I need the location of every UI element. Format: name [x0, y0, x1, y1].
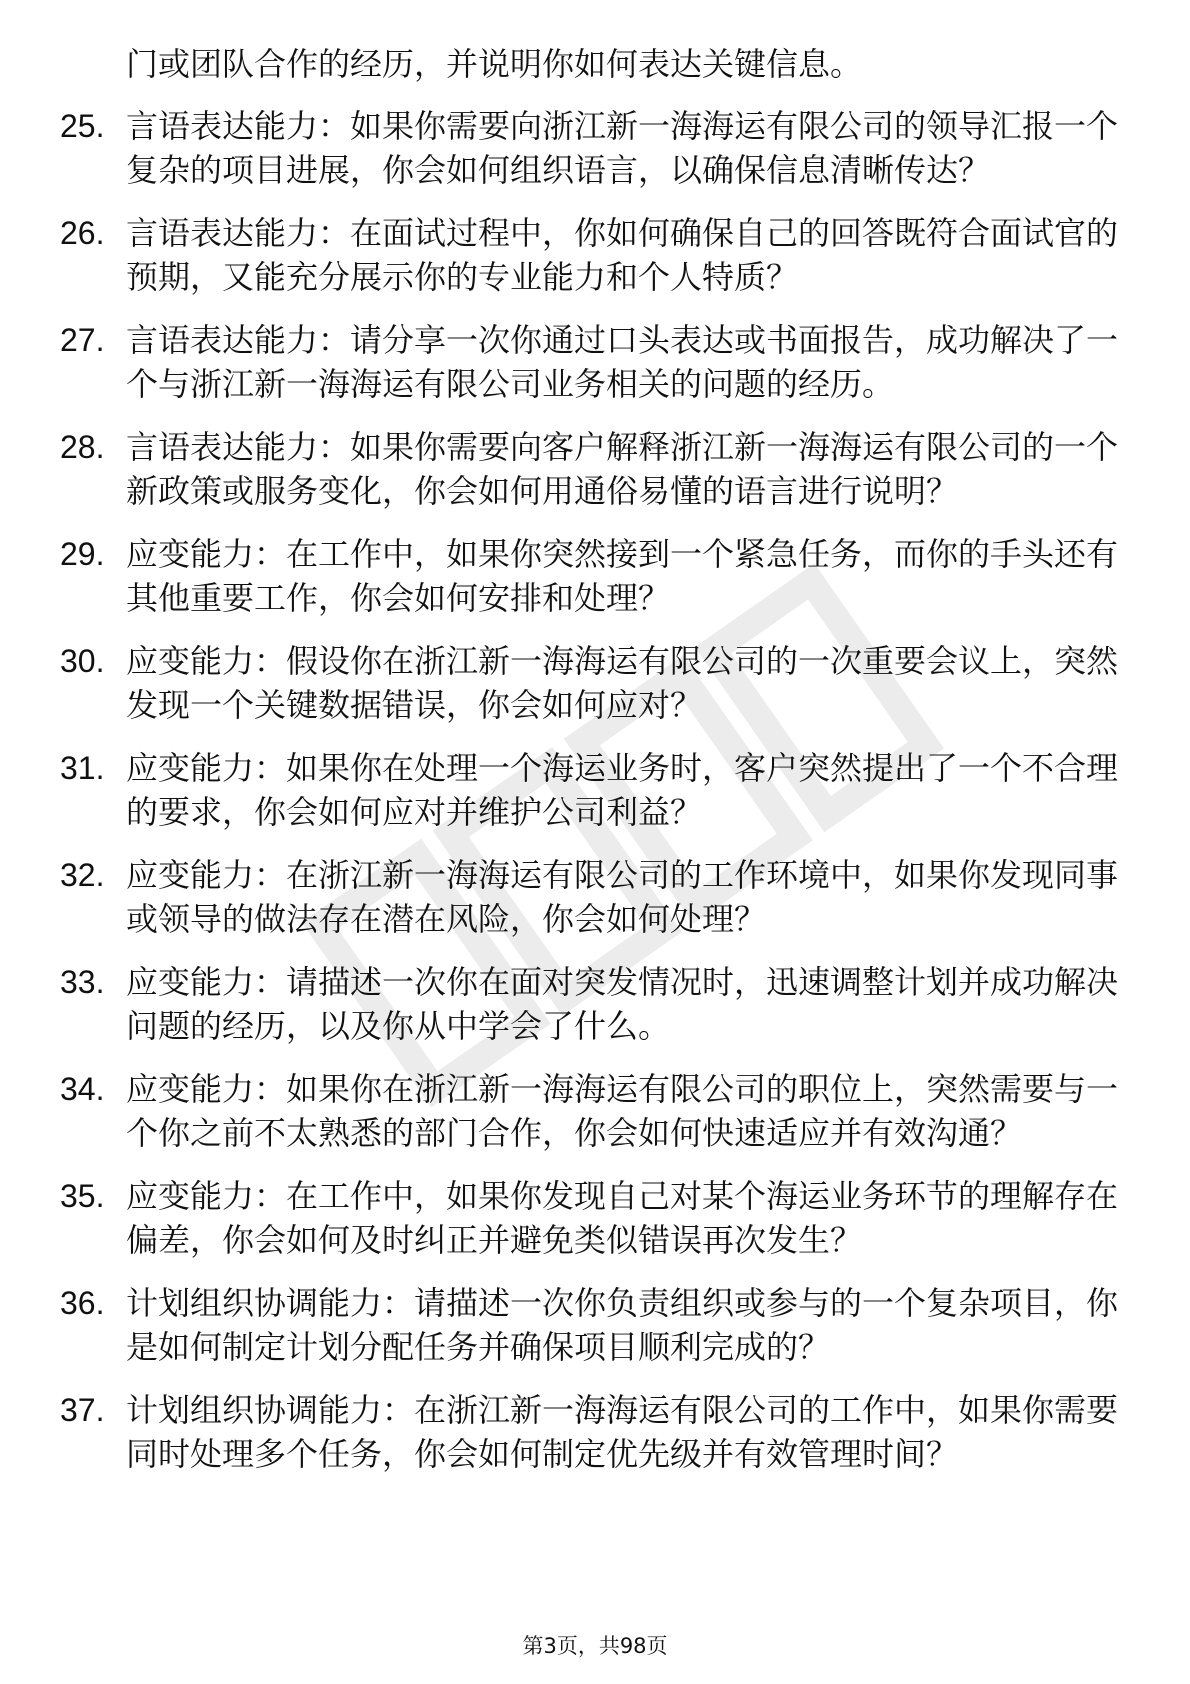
question-text: 言语表达能力：请分享一次你通过口头表达或书面报告，成功解决了一个与浙江新一海海运有限公司业务相关的问题的经历。 — [126, 321, 1119, 403]
question-item — [0, 1067, 1190, 1155]
question-number: 29. — [60, 536, 105, 572]
question-number: 26. — [60, 215, 105, 251]
question-number: 32. — [60, 857, 105, 893]
question-number: 36. — [60, 1285, 105, 1321]
question-number: 33. — [60, 964, 105, 1000]
continuation-text: 门或团队合作的经历，并说明你如何表达关键信息。 — [126, 45, 863, 83]
question-text: 应变能力：如果你在处理一个海运业务时，客户突然提出了一个不合理的要求，你会如何应对并维护公司利益？ — [126, 749, 1119, 831]
question-text: 言语表达能力：如果你需要向客户解释浙江新一海海运有限公司的一个新政策或服务变化，你会如何用通俗易懂的语言进行说明？ — [126, 428, 1119, 510]
question-item — [0, 104, 1190, 192]
question-text: 言语表达能力：在面试过程中，你如何确保自己的回答既符合面试官的预期，又能充分展示你的专业能力和个人特质？ — [126, 214, 1119, 296]
question-item — [0, 853, 1190, 941]
question-item — [0, 1281, 1190, 1369]
question-item — [0, 746, 1190, 834]
question-text: 应变能力：在浙江新一海海运有限公司的工作环境中，如果你发现同事或领导的做法存在潜在风险，你会如何处理？ — [126, 856, 1119, 938]
question-text: 计划组织协调能力：请描述一次你负责组织或参与的一个复杂项目，你是如何制定计划分配任务并确保项目顺利完成的？ — [126, 1284, 1119, 1366]
question-text: 应变能力：假设你在浙江新一海海运有限公司的一次重要会议上，突然发现一个关键数据错误，你会如何应对？ — [126, 642, 1119, 724]
question-number: 30. — [60, 643, 105, 679]
question-item — [0, 532, 1190, 620]
question-item — [0, 211, 1190, 299]
question-text: 言语表达能力：如果你需要向浙江新一海海运有限公司的领导汇报一个复杂的项目进展，你会如何组织语言，以确保信息清晰传达？ — [126, 107, 1119, 189]
question-item — [0, 960, 1190, 1048]
question-item — [0, 1388, 1190, 1476]
question-text: 应变能力：请描述一次你在面对突发情况时，迅速调整计划并成功解决问题的经历，以及你从中学会了什么。 — [126, 963, 1119, 1045]
question-number: 27. — [60, 322, 105, 358]
question-number: 28. — [60, 429, 105, 465]
question-item — [0, 1174, 1190, 1262]
question-text: 应变能力：在工作中，如果你突然接到一个紧急任务，而你的手头还有其他重要工作，你会如何安排和处理？ — [126, 535, 1119, 617]
question-number: 31. — [60, 750, 105, 786]
page-footer: 第3页，共98页 — [522, 1634, 668, 1658]
question-text: 应变能力：在工作中，如果你发现自己对某个海运业务环节的理解存在偏差，你会如何及时纠正并避免类似错误再次发生？ — [126, 1177, 1119, 1259]
question-number: 37. — [60, 1392, 105, 1428]
question-item — [0, 425, 1190, 513]
question-text: 应变能力：如果你在浙江新一海海运有限公司的职位上，突然需要与一个你之前不太熟悉的部门合作，你会如何快速适应并有效沟通？ — [126, 1070, 1119, 1152]
question-text: 计划组织协调能力：在浙江新一海海运有限公司的工作中，如果你需要同时处理多个任务，你会如何制定优先级并有效管理时间？ — [126, 1391, 1119, 1473]
question-item — [0, 639, 1190, 727]
question-list — [0, 42, 1190, 1495]
question-number: 25. — [60, 108, 105, 144]
question-number: 35. — [60, 1178, 105, 1214]
question-item — [0, 318, 1190, 406]
question-number: 34. — [60, 1071, 105, 1107]
